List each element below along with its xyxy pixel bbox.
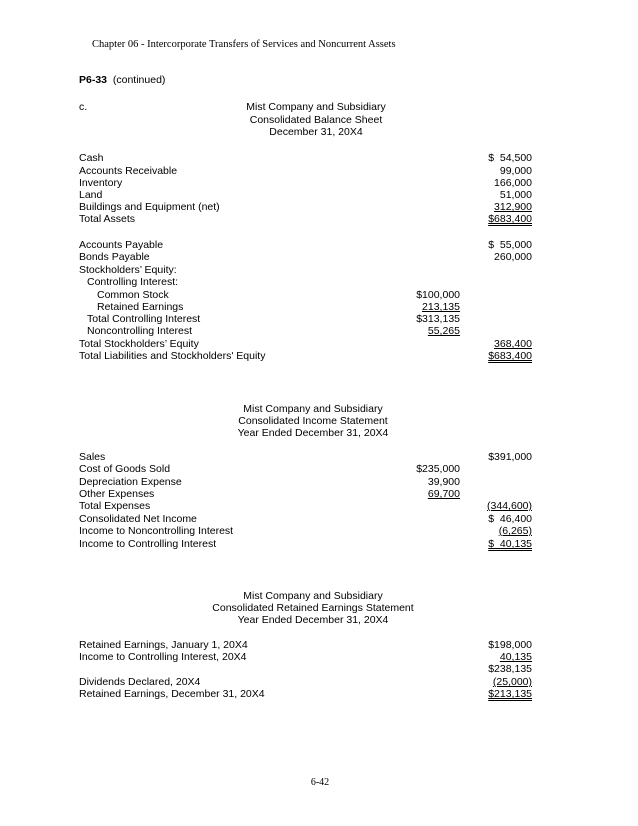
bs-row-label: Stockholders’ Equity: — [79, 264, 177, 276]
is-row-label: Consolidated Net Income — [79, 513, 197, 525]
bs-row-subvalue: $313,135 — [416, 313, 460, 325]
re-row-label: Retained Earnings, January 1, 20X4 — [79, 639, 248, 651]
is-title-statement: Consolidated Income Statement — [238, 415, 388, 427]
is-row-value: (6,265) — [498, 525, 532, 537]
bs-row-label: Accounts Receivable — [79, 165, 178, 177]
bs-title-date: December 31, 20X4 — [269, 126, 363, 138]
bs-row-subvalue: $100,000 — [416, 289, 460, 301]
re-row-value: $213,135 — [488, 688, 532, 700]
problem-note: (continued) — [112, 74, 166, 86]
re-row-label: Retained Earnings, December 31, 20X4 — [79, 688, 265, 700]
bs-row-subvalue: 213,135 — [422, 301, 460, 313]
is-row-label: Total Expenses — [79, 500, 151, 512]
bs-row-label: Cash — [79, 152, 104, 164]
is-row-label: Other Expenses — [79, 488, 155, 500]
page-number: 6-42 — [310, 777, 330, 788]
bs-row-label: Total Liabilities and Stockholders' Equity — [79, 350, 266, 362]
re-row-value: 40,135 — [499, 651, 532, 663]
re-title-date: Year Ended December 31, 20X4 — [237, 614, 389, 626]
is-row-label: Sales — [79, 451, 106, 463]
bs-row-label: Buildings and Equipment (net) — [79, 201, 220, 213]
bs-row-value: 260,000 — [494, 251, 532, 263]
re-title-statement: Consolidated Retained Earnings Statement — [212, 602, 414, 614]
bs-row-label: Total Controlling Interest — [87, 313, 201, 325]
bs-row-value: 312,900 — [494, 201, 532, 213]
is-row-value: $ 40,135 — [488, 538, 532, 550]
bs-row-value: 99,000 — [499, 165, 532, 177]
is-row-subvalue: 39,900 — [427, 476, 460, 488]
is-row-value: $ 46,400 — [488, 513, 532, 525]
is-row-subvalue: $235,000 — [416, 463, 460, 475]
bs-row-label: Retained Earnings — [97, 301, 184, 313]
is-title-company: Mist Company and Subsidiary — [243, 403, 383, 415]
part-label: c. — [79, 101, 88, 113]
problem-number: P6-33 — [79, 74, 108, 86]
is-row-value: $391,000 — [488, 451, 532, 463]
re-row-value: $198,000 — [488, 639, 532, 651]
bs-row-value: 166,000 — [494, 177, 532, 189]
re-title-company: Mist Company and Subsidiary — [243, 590, 383, 602]
bs-row-value: $683,400 — [488, 350, 532, 362]
is-row-label: Depreciation Expense — [79, 476, 182, 488]
is-row-label: Cost of Goods Sold — [79, 463, 171, 475]
bs-title-statement: Consolidated Balance Sheet — [249, 114, 383, 126]
bs-row-value: 51,000 — [499, 189, 532, 201]
bs-row-value: $ 54,500 — [488, 152, 532, 164]
is-row-subvalue: 69,700 — [427, 488, 460, 500]
chapter-header: Chapter 06 - Intercorporate Transfers of Services and Noncurrent Assets — [92, 39, 396, 50]
bs-row-label: Noncontrolling Interest — [87, 325, 193, 337]
bs-row-label: Total Assets — [79, 213, 136, 225]
is-row-value: (344,600) — [487, 500, 532, 512]
re-row-value: $238,135 — [488, 663, 532, 675]
bs-row-label: Accounts Payable — [79, 239, 164, 251]
problem-heading — [79, 74, 165, 87]
bs-row-label: Common Stock — [97, 289, 169, 301]
is-title-date: Year Ended December 31, 20X4 — [237, 427, 389, 439]
is-row-label: Income to Noncontrolling Interest — [79, 525, 234, 537]
bs-row-label: Controlling Interest: — [87, 276, 179, 288]
bs-row-label: Inventory — [79, 177, 123, 189]
bs-row-value: 368,400 — [494, 338, 532, 350]
re-row-value: (25,000) — [492, 676, 532, 688]
bs-title-company: Mist Company and Subsidiary — [246, 101, 386, 113]
bs-row-subvalue: 55,265 — [427, 325, 460, 337]
re-row-label: Dividends Declared, 20X4 — [79, 676, 201, 688]
bs-row-value: $ 55,000 — [488, 239, 532, 251]
re-row-label: Income to Controlling Interest, 20X4 — [79, 651, 247, 663]
bs-row-label: Total Stockholders’ Equity — [79, 338, 199, 350]
is-row-label: Income to Controlling Interest — [79, 538, 217, 550]
bs-row-label: Bonds Payable — [79, 251, 150, 263]
bs-row-label: Land — [79, 189, 103, 201]
bs-row-value: $683,400 — [488, 213, 532, 225]
